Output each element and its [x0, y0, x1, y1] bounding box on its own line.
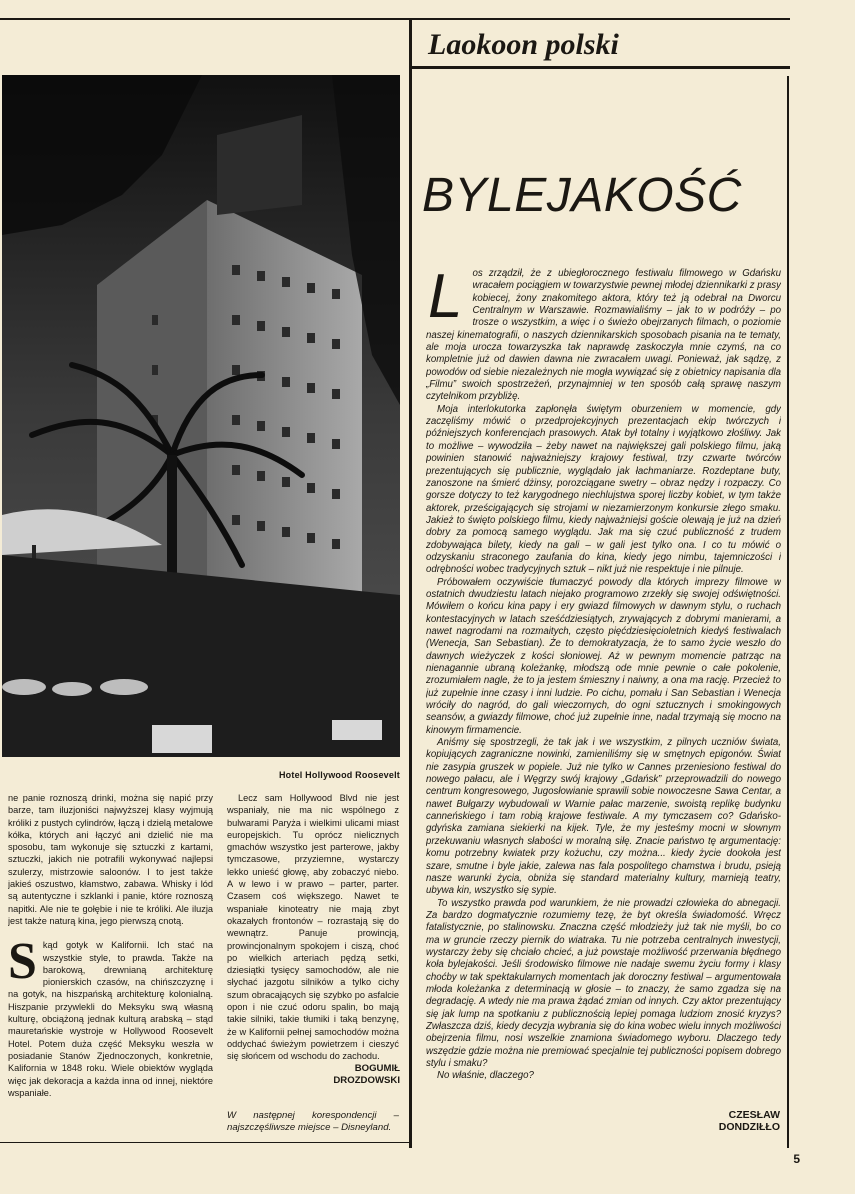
left-paragraph-2-wrap	[8, 933, 213, 1099]
middle-paragraph-1: Lecz sam Hollywood Blvd nie jest wspaniały, nie ma nic wspólnego z bulwarami Paryża i wielkimi ulicami miast europejskich. Tu oprócz nielicznych gmachów wszystko jest parterowe, jakby tymczasowe, przyziemne, wystarczy lekko unieść głowę, aby zobaczyć niebo. A w lewo i w prawo – parter, parter. Czasem coś większego. Nawet te wspaniałe kinoteatry nie mają zbyt okazałych frontonów – rozrastają się do wewnątrz. Panuje prowincją, prowincjonalnym spokojem i ciszą, choć po wielkich arteriach pędzą setki, dziesiątki tysięcy samochodów, ale nie słychać jazgotu silników a tylko cichy szum obracających się szybko po asfalcie opon i nie czuć odoru spalin, bo mają takie silniki, takie tłumiki i taką benzynę, że w Kalifornii pełnej samochodów można oddychać świeżym powietrzem i cieszyć się słońcem od wschodu do zachodu.	[227, 793, 399, 1062]
author-last-name: DROZDOWSKI	[333, 1075, 400, 1086]
left-paragraph-1: ne panie roznoszą drinki, można się napić przy barze, tam iluzjoniści najwyższej klasy wyjmują króliki z pustych cylindrów, łączą i dzielą metalowe kółka, których ani łączyć ani dzielić nie ma sposobu, tam wykonuje się sztuczki z kartami, sztuczki, jakich nie potrafili wykonywać najlepsi szulerzy, mistrzowie saloonów. I to jest także jakieś oszustwo, kłamstwo, zabawa. Whisky i lód są autentyczne i szklanki i panie, które roznoszą napitki. Ale nie te gołębie i nie te króliki. Ale iluzja jest także naturą kina, jego pierwszą cnotą.	[8, 793, 213, 926]
byline-dondzillo	[650, 1109, 780, 1133]
left-paragraph-2: kąd gotyk w Kalifornii. Ich stać na wszystkie style, to prawda. Także na barokową, drewnianą architekturę pionierskich czasów, na chińszczyznę i na gotyk, na hiszpańską architekturę kolonialną. Hiszpanie przywlekli do Meksyku swą własną kulturę, obciążoną jednak kulturą arabską – stąd mauretańskie wystroje w Hollywood Roosevelt Hotel. Potem duża część Meksyku weszła w posiadanie Stanów Zjednoczonych, konkretnie, Kalifornia w 1848 roku. Wiele obiektów wygląda więc jak dekoracja a każda inna od innej, niektóre wspaniałe.	[8, 940, 213, 1098]
lede-drop-cap: L	[428, 268, 463, 331]
page-number: 5	[793, 1152, 800, 1166]
left-column	[8, 792, 213, 1137]
header-rule	[412, 66, 790, 69]
article-paragraph-1: os zrządził, że z ubiegłorocznego festiwalu filmowego w Gdańsku wracałem pociągiem w towarzystwie pewnej młodej dziennikarki z prasy kobiecej, żony znakomitego aktora, który też ją odebrał na Dworcu Centralnym w Warszawie. Rozmawialiśmy – jak to w podróży – po trosze o wszystkim, a więc i o świeżo obejrzanych filmach, o poziomie naszej kinematografii, o naszych dziennikarskich sposobach pisania na te tematy, ale moja urocza towarzyszka tak naprawdę zaskoczyła mnie czymś, na co kompletnie już od dawien dawna nie zwracałem uwagi. Ponieważ, jak sądzę, z powodów od siebie niezależnych nie mogła wywiązać się z obietnicy napisania dla „Filmu” swoich spostrzeżeń, przynajmniej w ten sposób całą sprawę naszym czytelnikom przybliżę.	[426, 268, 781, 403]
bottom-left-rule	[0, 1142, 409, 1143]
article-paragraph-2: Moja interlokutorka zapłonęła świętym oburzeniem w momencie, gdy zaczęliśmy mówić o przedprojekcyjnych prezentacjach ekip twórczych i późniejszych konferencjach prasowych. Atak był totalny i wyjątkowo złośliwy. Jak to możliwe – wywodziła – żeby nawet na największej gali polskiego filmu, jaką powinien stanowić najważniejszy krajowy festiwal, trzy czwarte twórców prezentujących się publicznie, wyglądało jak łachmaniarze. Rozdeptane buty, zanoszone na śmierć dżinsy, porozciągane swetry – obraz nędzy i rozpaczy. Co gorsze dotyczy to też karygodnego niechlujstwa sporej liczby kobiet, w tym także aktorek, prześcigających się strojami w niezamierzonym konkursie złego smaku. Jakież to święto polskiego filmu, kiedy najważniejsi goście olewają je już na dzień dobry za pomocą samego wyglądu. Jak ma się czuć publiczność z trudem zdobywająca bilety, kiedy na gali – w gali jest tylko ona. I co tu mówić o odzyskaniu straconego zaufania do kina, kiedy jego nimbu, tajemniczości i odrębności wobec tradycyjnych sztuk – nikt już nie respektuje i nie pilnuje.	[426, 403, 781, 576]
next-correspondence-note: W następnej korespondencji – najszczęśliwsze miejsce – Disneyland.	[227, 1110, 399, 1133]
photo-caption: Hotel Hollywood Roosevelt	[278, 770, 400, 780]
author-last-name: DONDZIŁŁO	[718, 1121, 780, 1133]
top-rule	[0, 18, 790, 20]
right-edge-rule	[787, 76, 789, 1148]
byline-drozdowski	[240, 1063, 400, 1087]
article-body	[426, 268, 781, 1088]
article-paragraph-3: Próbowałem oczywiście tłumaczyć powody dla których imprezy filmowe w ostatnich dwudziestu latach niejako programowo zrzekły się swojej odświętności. Mówiłem o końcu kina papy i ery gwiazd filmowych w dawnym stylu, o ruchach kontestacyjnych w latach sześćdziesiątych, zrywających z dobrymi manierami, a nawet nagrodami na rozmaitych, często pięćdziesięcioletnich kiedyś festiwalach (Wenecja, San Sebastian). Że to demokratyzacja, że to samo życie weszło do dawnych wieżyczek z kości słoniowej. Aż w pewnym momencie patrząc na nienagannie ubraną koleżankę, młodszą ode mnie pewnie o całe pokolenie, zrozumiałem nagle, że to ja jestem śmieszny i naiwny, a ona ma rację. Przecież to już zupełnie inne czasy i inni ludzie. Po cichu, pomału i San Sebastian i Wenecja wróciły do nagród, do gali wieczornych, do ogni sztucznych i smokingowych seansów, a gwiazdy filmowe, choć już zupełnie inne, nadal trzymają się mocno na kinowym firmamencie.	[426, 576, 781, 736]
column-divider	[409, 18, 412, 1148]
article-headline: BYLEJAKOŚĆ	[422, 169, 742, 222]
author-first-name: CZESŁAW	[728, 1109, 780, 1121]
article-paragraph-5: To wszystko prawda pod warunkiem, że nie prowadzi człowieka do abnegacji. Za bardzo dogmatycznie rozumiemy tezę, że byt określa świadomość. Wręcz fatalistycznie, po stalinowsku. Znaczna część młodzieży już tak nie myśli, bo co ma w gruncie rzeczy piernik do wiatraka. Tu nie potrzeba centralnych inwestycji, wystarczy żeby się chciało chcieć, a już powstaje możliwość przerwania błędnego koła bylejakości. Jeśli środowisko filmowe nie nadaje swemu życiu formy i klasy choćby w tak spektakularnych momentach jak doroczny festiwal – argumentowała młoda koleżanka z determinacją w głosie – to znaczy, że samo zgadza się na degradację. A wtedy nie ma prawa żądać zmian od innych. Czy aktor prezentujący się jak lump na spotkaniu z publicznością lepiej pomaga ludziom znosić kryzys? Zwłaszcza dziś, kiedy decyzja wybrania się do kina wobec wielu innych możliwości obejrzenia filmu, nosi wszelkie znamiona świadomego wyboru. Dlaczego tedy wszędzie gdzie można nie premiować specjalnie tej publiczności popisem dobrego stylu i smaku?	[426, 897, 781, 1069]
article-paragraph-4: Aniśmy się spostrzegli, że tak jak i we wszystkim, z pilnych uczniów świata, kopiujących zagraniczne nowinki, zamieniliśmy się w smętnych epigonów. Świat nie zasypia gruszek w popiele. Już nie tylko w Cannes przeniesiono festiwal do nowego pałacu, ale i Węgrzy swój krajowy „Gdańsk” przeprowadzili do nowego centrum kongresowego, Jugosłowianie sprawili sobie nowoczesne Sawa Centar, a nawet Bułgarzy wybudowali w Warnie pałac marzenie, swoistą replikę budynku canneńskiego i tam robią krajowe festiwale. A my tymczasem co? Gdańsko-gdyńska zamiana siekierki na kijek. Tyle, że my jesteśmy mocni w słownym przekuwaniu własnych słabości w moralną siłę. Znacie państwo tę argumentację: komu potrzebny kwiatek przy kożuchu, czy można... kiedy życie dookoła jest szare, smutne i byle jakie, zalewa nas fala pospolitego chamstwa i brudu, psieją nasze warunki życia, obniża się standard materialny kultury, marnieją teatry, ubywa kin, wszystko się sypie.	[426, 737, 781, 897]
drop-cap: S	[8, 933, 37, 991]
article-paragraph-6: No właśnie, dlaczego?	[437, 1070, 534, 1082]
hotel-photo	[2, 75, 400, 757]
author-first-name: BOGUMIŁ	[354, 1063, 400, 1074]
section-title: Laokoon polski	[428, 28, 619, 61]
article-paragraph-1-wrap	[426, 268, 781, 404]
